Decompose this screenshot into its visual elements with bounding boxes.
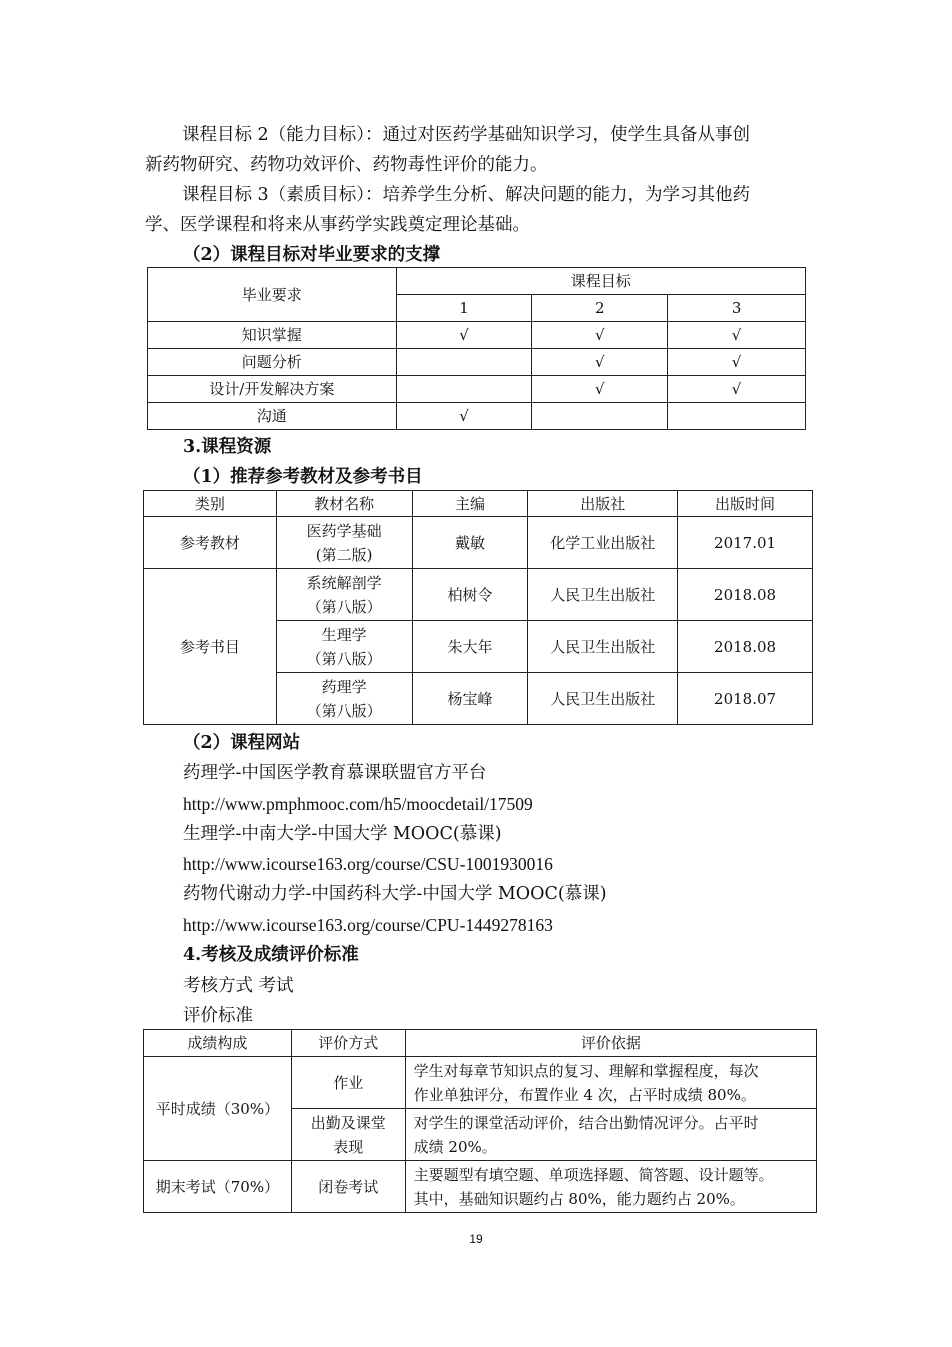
website-link[interactable]: http://www.pmphmooc.com/h5/moocdetail/17509 — [183, 794, 533, 814]
check-cell: √ — [532, 349, 668, 376]
goal3-line1: 课程目标 3（素质目标）：培养学生分析、解决问题的能力，为学习其他药 — [182, 185, 750, 205]
check-cell: √ — [668, 349, 806, 376]
goal3-paragraph — [145, 180, 810, 240]
support-table — [147, 267, 806, 430]
check-cell — [532, 403, 668, 430]
book-editor: 戴敏 — [412, 517, 528, 569]
book-title-line1: 系统解剖学 — [306, 573, 382, 592]
book-publisher: 化学工业出版社 — [528, 517, 678, 569]
final-basis-line2: 其中，基础知识题约占 80%，能力题约占 20%。 — [413, 1189, 745, 1208]
attendance-method-line1: 出勤及课堂 — [310, 1113, 386, 1132]
attendance-basis — [405, 1109, 816, 1161]
final-exam-label: 期末考试（70%） — [144, 1161, 292, 1213]
check-cell: √ — [396, 403, 532, 430]
book-editor: 柏树令 — [412, 569, 528, 621]
book-title — [276, 673, 412, 725]
final-exam-basis — [405, 1161, 816, 1213]
goal-number: 3 — [668, 295, 806, 322]
check-cell: √ — [668, 376, 806, 403]
website-link[interactable]: http://www.icourse163.org/course/CPU-1449278163 — [183, 915, 553, 935]
support-heading: （2）课程目标对毕业要求的支撑 — [183, 245, 441, 265]
page-number: 19 — [469, 1232, 483, 1246]
assessment-header-basis: 评价依据 — [405, 1030, 816, 1057]
requirement-name: 问题分析 — [148, 349, 397, 376]
homework-basis-line2: 作业单独评分，布置作业 4 次，占平时成绩 80%。 — [413, 1085, 756, 1104]
goals-header: 课程目标 — [396, 268, 805, 295]
book-title-line2: （第八版） — [306, 701, 382, 720]
website-name: 生理学-中南大学-中国大学 MOOC(慕课) — [183, 824, 502, 844]
final-exam-method: 闭卷考试 — [291, 1161, 405, 1213]
website-link[interactable]: http://www.icourse163.org/course/CSU-1001930016 — [183, 854, 553, 874]
book-publisher: 人民卫生出版社 — [528, 621, 678, 673]
book-date: 2017.01 — [678, 517, 813, 569]
books-heading: （1）推荐参考教材及参考书目 — [183, 467, 423, 487]
book-date: 2018.07 — [678, 673, 813, 725]
check-cell: √ — [396, 322, 532, 349]
book-date: 2018.08 — [678, 569, 813, 621]
book-date: 2018.08 — [678, 621, 813, 673]
resources-heading: 3.课程资源 — [183, 437, 272, 457]
homework-basis-line1: 学生对每章节知识点的复习、理解和掌握程度，每次 — [413, 1061, 759, 1080]
attendance-basis-line2: 成绩 20%。 — [413, 1137, 497, 1156]
books-table — [143, 490, 813, 725]
book-editor: 朱大年 — [412, 621, 528, 673]
final-basis-line1: 主要题型有填空题、单项选择题、简答题、设计题等。 — [413, 1165, 774, 1184]
requirement-name: 知识掌握 — [148, 322, 397, 349]
attendance-method-line2: 表现 — [333, 1137, 364, 1156]
homework-basis — [405, 1057, 816, 1109]
book-title-line1: 医药学基础 — [306, 521, 382, 540]
website-name: 药物代谢动力学-中国药科大学-中国大学 MOOC(慕课) — [183, 884, 607, 904]
book-title — [276, 621, 412, 673]
websites-heading: （2）课程网站 — [183, 733, 301, 753]
book-publisher: 人民卫生出版社 — [528, 673, 678, 725]
requirement-header: 毕业要求 — [148, 268, 397, 322]
assessment-table — [143, 1029, 817, 1213]
regular-score-label: 平时成绩（30%） — [144, 1057, 292, 1161]
goal3-line2: 学、医学课程和将来从事药学实践奠定理论基础。 — [145, 215, 530, 235]
website-name: 药理学-中国医学教育慕课联盟官方平台 — [183, 763, 487, 783]
books-header-category: 类别 — [144, 491, 277, 517]
criteria-label: 评价标准 — [183, 1006, 253, 1026]
book-editor: 杨宝峰 — [412, 673, 528, 725]
book-title — [276, 517, 412, 569]
books-header-editor: 主编 — [412, 491, 528, 517]
goal2-line2: 新药物研究、药物功效评价、药物毒性评价的能力。 — [145, 155, 548, 175]
goal-number: 1 — [396, 295, 532, 322]
check-cell: √ — [532, 376, 668, 403]
book-category: 参考书目 — [144, 569, 277, 725]
book-title-line1: 生理学 — [321, 625, 367, 644]
check-cell — [396, 376, 532, 403]
assessment-method: 考核方式 考试 — [183, 976, 294, 996]
book-title-line2: (第二版) — [315, 545, 373, 564]
book-title-line1: 药理学 — [321, 677, 367, 696]
goal2-line1: 课程目标 2（能力目标）：通过对医药学基础知识学习，使学生具备从事创 — [182, 125, 750, 145]
requirement-name: 设计/开发解决方案 — [148, 376, 397, 403]
books-header-publisher: 出版社 — [528, 491, 678, 517]
book-title-line2: （第八版） — [306, 649, 382, 668]
book-title — [276, 569, 412, 621]
check-cell — [668, 403, 806, 430]
book-publisher: 人民卫生出版社 — [528, 569, 678, 621]
books-header-date: 出版时间 — [678, 491, 813, 517]
check-cell: √ — [668, 322, 806, 349]
requirement-name: 沟通 — [148, 403, 397, 430]
check-cell: √ — [532, 322, 668, 349]
check-cell — [396, 349, 532, 376]
attendance-method — [291, 1109, 405, 1161]
attendance-basis-line1: 对学生的课堂活动评价，结合出勤情况评分。占平时 — [413, 1113, 759, 1132]
goal-number: 2 — [532, 295, 668, 322]
book-title-line2: （第八版） — [306, 597, 382, 616]
book-category: 参考教材 — [144, 517, 277, 569]
books-header-title: 教材名称 — [276, 491, 412, 517]
assessment-header-method: 评价方式 — [291, 1030, 405, 1057]
goal2-paragraph — [145, 120, 810, 180]
homework-method: 作业 — [291, 1057, 405, 1109]
assessment-header-composition: 成绩构成 — [144, 1030, 292, 1057]
assessment-heading: 4.考核及成绩评价标准 — [183, 945, 359, 965]
